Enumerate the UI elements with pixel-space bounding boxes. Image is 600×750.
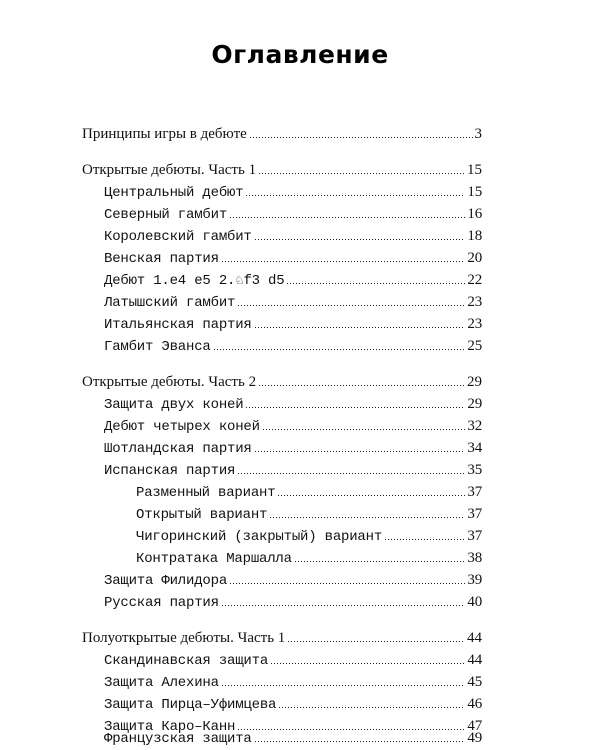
toc-entry-page: 23 (467, 294, 482, 310)
dot-leader (278, 705, 465, 709)
dot-leader (254, 739, 466, 743)
toc-entry[interactable] (104, 247, 482, 269)
dot-leader (270, 661, 465, 665)
toc-entry-page: 37 (467, 506, 482, 522)
toc-entry[interactable] (104, 335, 482, 357)
dot-leader (286, 281, 465, 285)
toc-entry-label: Испанская партия (104, 463, 236, 479)
toc-entry-page: 44 (467, 652, 482, 668)
toc-entry-page: 37 (467, 528, 482, 544)
toc-entry[interactable] (104, 569, 482, 591)
toc-entry[interactable] (104, 671, 482, 693)
toc-entry[interactable] (104, 269, 482, 291)
toc-entry[interactable] (104, 313, 482, 335)
toc-entry-label: Открытые дебюты. Часть 2 (82, 374, 257, 390)
dot-leader (277, 493, 465, 497)
dot-leader (249, 135, 473, 139)
toc-entry-label: Защита Филидора (104, 573, 228, 589)
toc-entry-page: 47 (467, 718, 482, 734)
toc-entry[interactable] (104, 181, 482, 203)
page-title: Оглавление (211, 40, 389, 69)
toc-entry-label: Французская защита (104, 731, 252, 747)
dot-leader (245, 405, 465, 409)
toc-entry[interactable] (104, 437, 482, 459)
toc-entry-section[interactable] (82, 371, 482, 393)
dot-leader (258, 383, 465, 387)
toc-entry-label: Северный гамбит (104, 207, 228, 223)
toc-entry-page: 23 (467, 316, 482, 332)
toc-entry-label: Гамбит Эванса (104, 339, 211, 355)
dot-leader (237, 471, 465, 475)
toc-entry-page: 45 (467, 674, 482, 690)
toc-entry[interactable] (136, 481, 482, 503)
toc-entry-page: 49 (467, 730, 482, 746)
toc-entry-label: Разменный вариант (136, 485, 276, 501)
dot-leader (237, 303, 465, 307)
toc-entry-label: Защита Пирца–Уфимцева (104, 697, 277, 713)
dot-leader (294, 559, 466, 563)
toc-entry-label: Латышский гамбит (104, 295, 236, 311)
dot-leader (213, 347, 466, 351)
toc-entry-label: Контратака Маршалла (136, 551, 292, 567)
toc-entry-page: 35 (467, 462, 482, 478)
toc-entry-label: Центральный дебют (104, 185, 244, 201)
dot-leader (221, 259, 466, 263)
toc-entry-label: Защита двух коней (104, 397, 244, 413)
toc-entry[interactable] (104, 203, 482, 225)
toc-entry[interactable] (104, 693, 482, 715)
toc-entry-label: Дебют 1.e4 e5 2.♘f3 d5 (104, 273, 285, 289)
dot-leader (254, 449, 466, 453)
toc-entry[interactable] (104, 291, 482, 313)
toc-entry-label: Принципы игры в дебюте (82, 126, 247, 142)
toc-entry-label: Скандинавская защита (104, 653, 269, 669)
toc-entry-label: Дебют четырех коней (104, 419, 260, 435)
toc-entry-label: Защита Каро–Канн (104, 719, 236, 735)
toc-entry-page: 29 (467, 396, 482, 412)
toc-entry[interactable] (104, 459, 482, 481)
toc-entry-page: 38 (467, 550, 482, 566)
toc-entry-page: 18 (467, 228, 482, 244)
toc-entry-page: 25 (467, 338, 482, 354)
toc-entry-page: 39 (467, 572, 482, 588)
toc-entry-page: 16 (467, 206, 482, 222)
toc-entry-page: 32 (467, 418, 482, 434)
toc-entry-page: 29 (467, 374, 482, 390)
toc-entry[interactable] (104, 727, 482, 749)
toc-entry-page: 20 (467, 250, 482, 266)
toc-entry[interactable] (104, 415, 482, 437)
toc-entry-page: 15 (467, 162, 482, 178)
toc-entry-label: Защита Алехина (104, 675, 219, 691)
toc-entry-page: 44 (467, 630, 482, 646)
dot-leader (287, 639, 465, 643)
toc-entry-page: 37 (467, 484, 482, 500)
toc-entry[interactable] (136, 525, 482, 547)
toc-entry-page: 34 (467, 440, 482, 456)
toc-entry[interactable] (104, 225, 482, 247)
dot-leader (254, 237, 466, 241)
dot-leader (269, 515, 465, 519)
dot-leader (262, 427, 466, 431)
dot-leader (221, 683, 466, 687)
dot-leader (221, 603, 466, 607)
toc-entry-page: 22 (467, 272, 482, 288)
toc-entry-page: 15 (467, 184, 482, 200)
dot-leader (258, 171, 465, 175)
dot-leader (229, 581, 465, 585)
dot-leader (384, 537, 465, 541)
toc-entry[interactable] (104, 649, 482, 671)
toc-entry-label: Открытый вариант (136, 507, 268, 523)
toc-entry[interactable] (104, 393, 482, 415)
toc-entry-label: Шотландская партия (104, 441, 252, 457)
toc-entry-section[interactable] (82, 627, 482, 649)
toc-entry-section[interactable] (82, 123, 482, 145)
toc-entry[interactable] (136, 503, 482, 525)
toc-entry-page: 40 (467, 594, 482, 610)
toc-entry-label: Полуоткрытые дебюты. Часть 1 (82, 630, 286, 646)
toc-entry-label: Венская партия (104, 251, 219, 267)
toc-entry-page: 46 (467, 696, 482, 712)
dot-leader (245, 193, 465, 197)
toc-entry-label: Открытые дебюты. Часть 1 (82, 162, 257, 178)
toc-entry[interactable] (136, 547, 482, 569)
toc-entry-page: 3 (474, 126, 482, 142)
toc-entry-label: Итальянская партия (104, 317, 252, 333)
dot-leader (254, 325, 466, 329)
dot-leader (229, 215, 465, 219)
toc-entry-label: Чигоринский (закрытый) вариант (136, 529, 383, 545)
toc-entry-label: Королевский гамбит (104, 229, 252, 245)
toc-entry[interactable] (104, 591, 482, 613)
toc-entry-label: Русская партия (104, 595, 219, 611)
toc-entry-section[interactable] (82, 159, 482, 181)
